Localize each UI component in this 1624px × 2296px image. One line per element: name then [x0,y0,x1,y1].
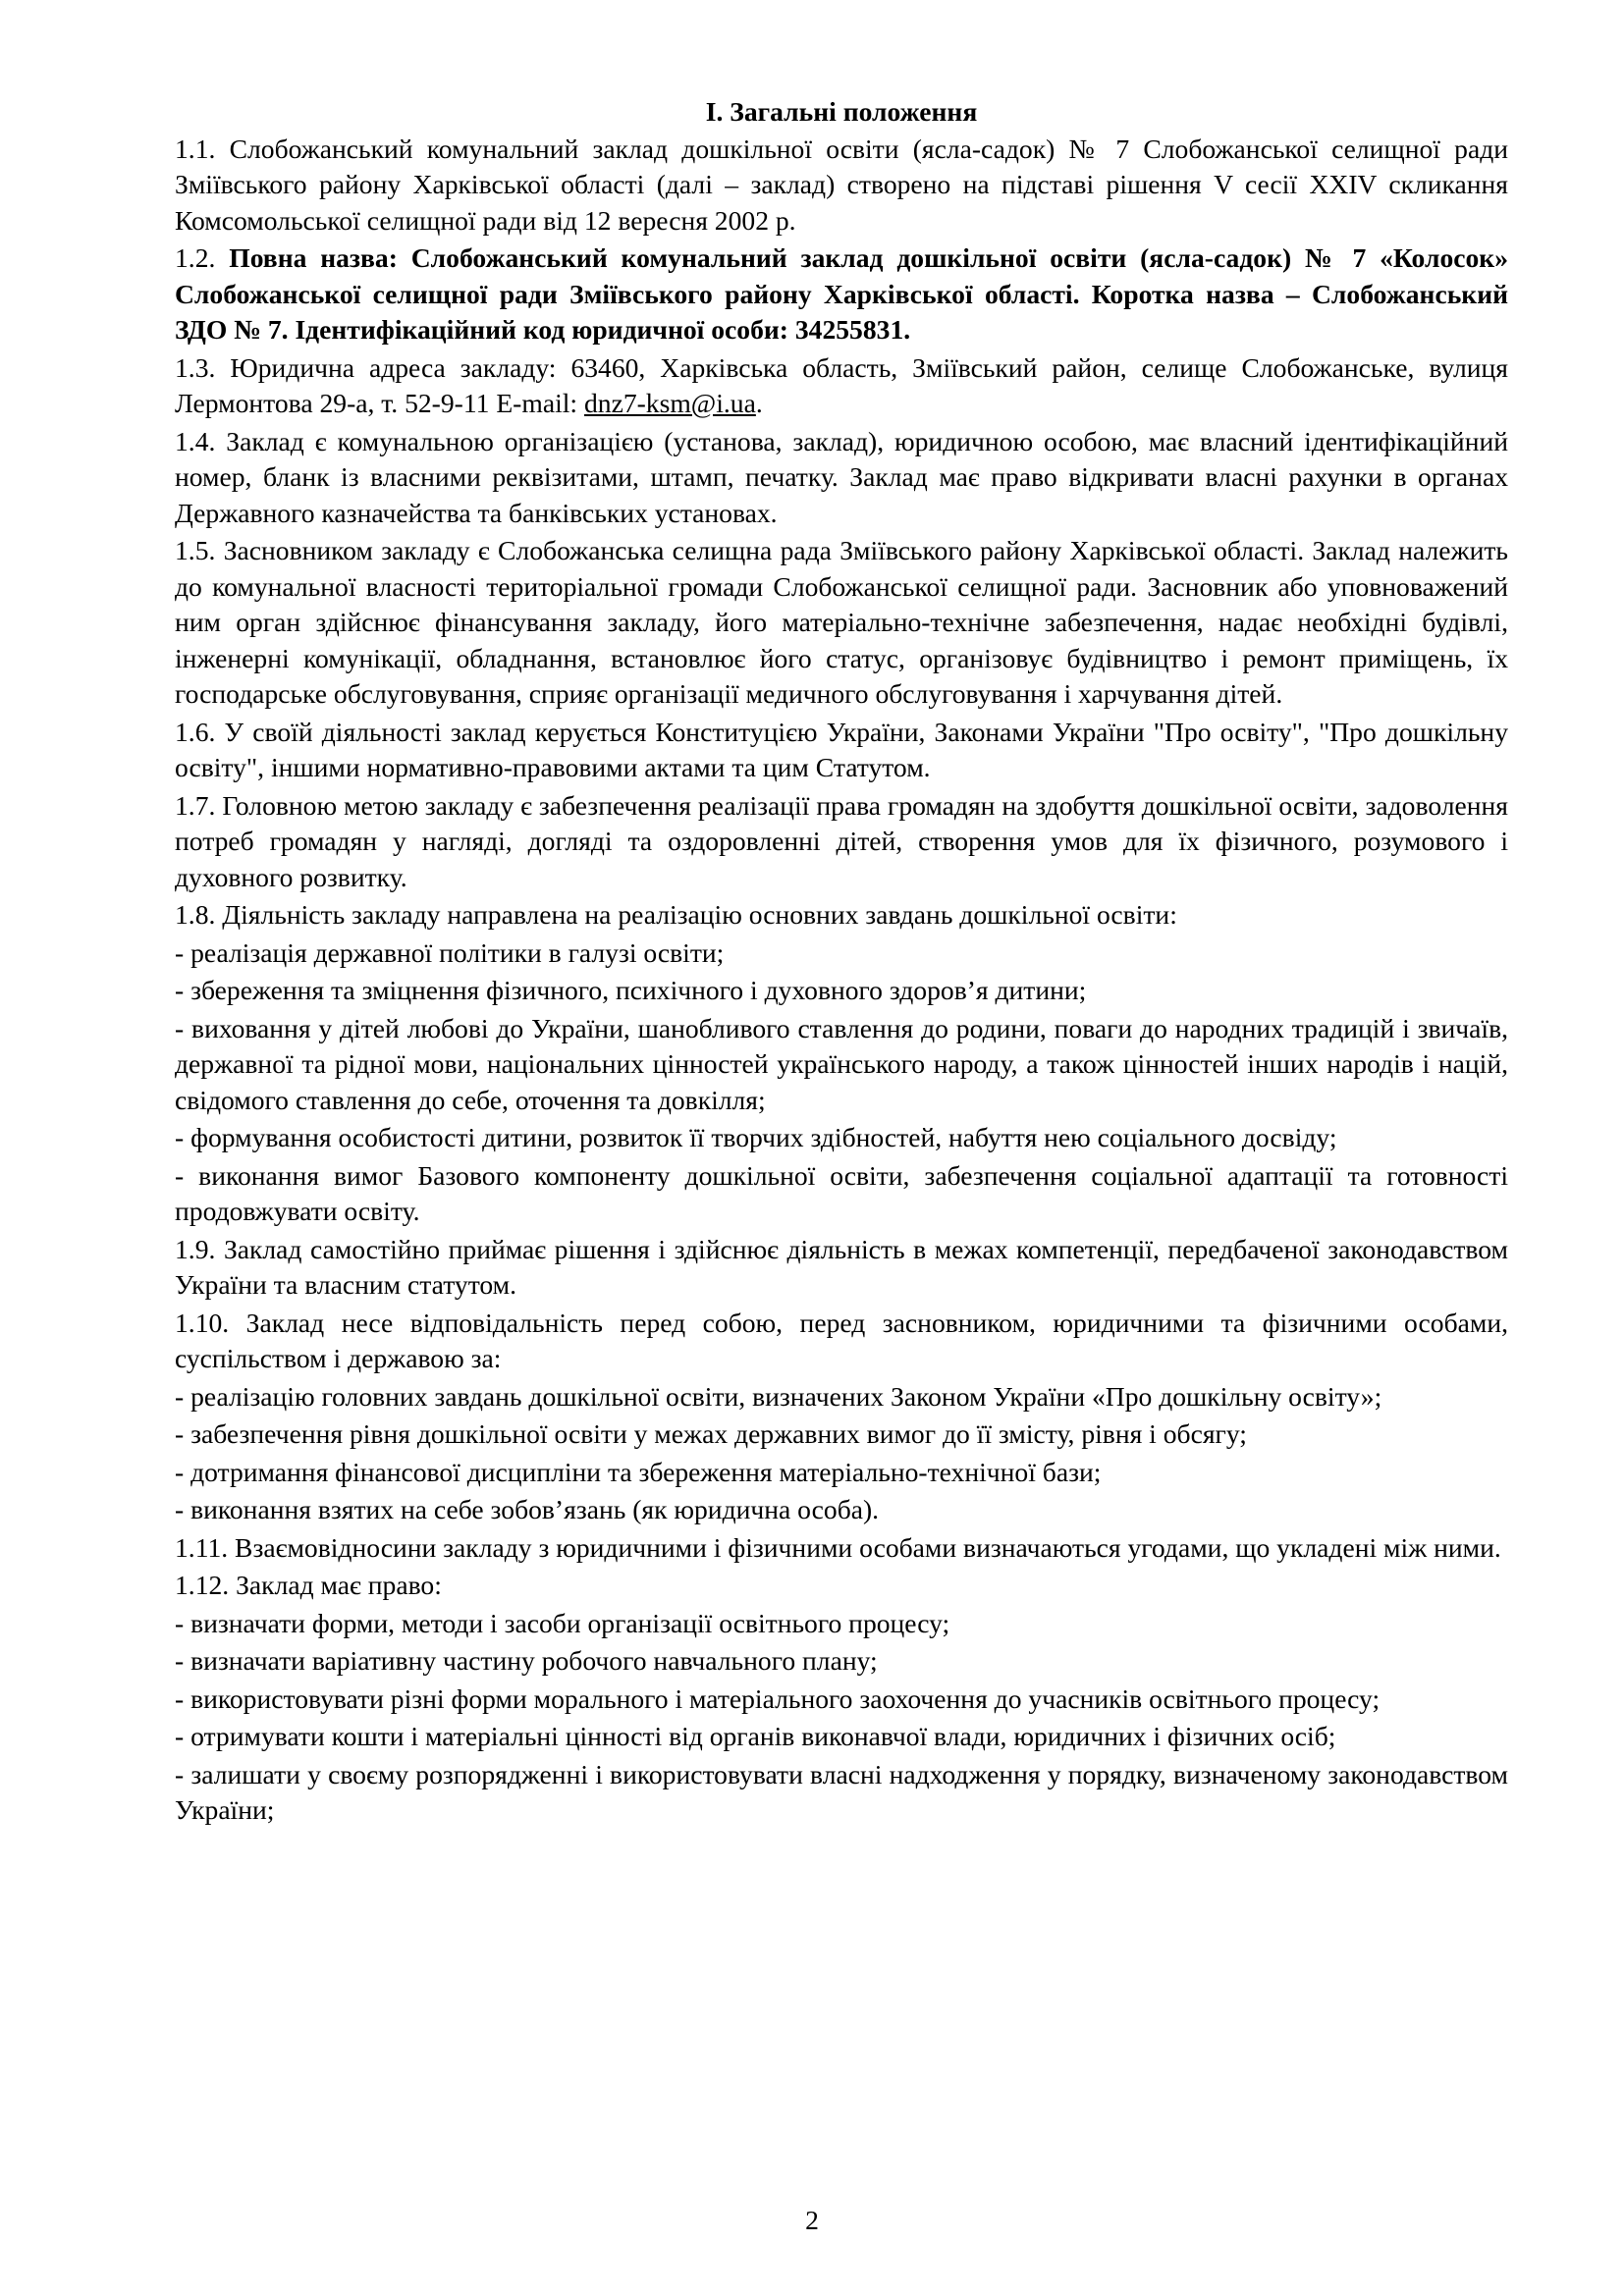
list-item-1-8-a: - реалізація державної політики в галузі освіти; [175,936,725,968]
paragraph-1-3-address: 1.3. Юридична адреса закладу: 63460, Харківська область, Зміївський район, селище Слобожанське, вулиця Лермонтова 29-а, т. 52-9-11 E-mail: [175,351,1508,418]
paragraph-1-3-end: . [755,388,763,418]
list-item-1-8-b: - збереження та зміцнення фізичного, психічного і духовного здоров’я дитини; [175,975,1087,1005]
paragraph-1-11: 1.11. Взаємовідносини закладу з юридичними і фізичними особами визначаються угодами, що укладені між ними. [175,1531,1501,1563]
list-item-1-12-e: - залишати у своєму розпорядженні і використовувати власні надходження у порядку, визначеному законодавством України; [175,1758,1508,1825]
list-item-1-12-d: - отримувати кошти і матеріальні цінності від органів виконавчої влади, юридичних і фізичних осіб; [175,1721,1336,1751]
paragraph-1-10: 1.10. Заклад несе відповідальність перед собою, перед засновником, юридичними та фізичними особами, суспільством і державою за: [175,1307,1508,1373]
paragraph-1-2-number: 1.2. [175,242,230,273]
paragraph-1-3 [175,350,1508,422]
paragraph-1-9: 1.9. Заклад самостійно приймає рішення і здійснює діяльність в межах компетенції, передбаченої законодавством України та власним статутом. [175,1233,1508,1300]
document-page [175,94,1508,1831]
paragraph-1-5: 1.5. Засновником закладу є Слобожанська селищна рада Зміївського району Харківської області. Заклад належить до комунальної власності територіальної громади Слобожанської селищної ради. Засновник або уповноважений ним орган здійснює фінансування закладу, його матеріально-технічне забезпечення, надає необхідні будівлі, інженерні комунікації, обладнання, встановлює його статус, організовує будівництво і ремонт приміщень, їх господарське обслуговування, сприяє організації медичного обслуговування і харчування дітей. [175,535,1508,709]
section-heading: І. Загальні положення [705,96,978,127]
list-item-1-10-c: - дотримання фінансової дисципліни та збереження матеріально-технічної бази; [175,1456,1102,1487]
page-number: 2 [805,2205,819,2235]
email-link[interactable]: dnz7-ksm@i.ua [583,388,756,418]
list-item-1-10-b: - забезпечення рівня дошкільної освіти у межах державних вимог до її змісту, рівня і обсягу; [175,1418,1247,1449]
list-item-1-8-c: - виховання у дітей любові до України, шанобливого ставлення до родини, поваги до народних традицій і звичаїв, державної та рідної мови, національних цінностей українського народу, а також цінностей інших народів і націй, свідомого ставлення до себе, оточення та довкілля; [175,1012,1508,1115]
paragraph-1-7: 1.7. Головною метою закладу є забезпечення реалізації права громадян на здобуття дошкільної освіти, задоволення потреб громадян у нагляді, догляді та оздоровленні дітей, створення умов для їх фізичного, розумового і духовного розвитку. [175,789,1508,892]
paragraph-1-8: 1.8. Діяльність закладу направлена на реалізацію основних завдань дошкільної освіти: [175,899,1177,930]
list-item-1-12-b: - визначати варіативну частину робочого навчального плану; [175,1645,878,1676]
paragraph-1-2 [175,240,1508,348]
paragraph-1-6: 1.6. У своїй діяльності заклад керується Конституцією України, Законами України "Про освіту", "Про дошкільну освіту", іншими нормативно-правовими актами та цим Статутом. [175,716,1508,782]
paragraph-1-4: 1.4. Заклад є комунальною організацією (установа, заклад), юридичною особою, має власний ідентифікаційний номер, бланк із власними реквізитами, штамп, печатку. Заклад має право відкривати власні рахунки в органах Державного казначейства та банківських установах. [175,425,1508,528]
list-item-1-8-e: - виконання вимог Базового компоненту дошкільної освіти, забезпечення соціальної адаптації та готовності продовжувати освіту. [175,1159,1508,1226]
paragraph-1-1: 1.1. Слобожанський комунальний заклад дошкільної освіти (ясла-садок) № 7 Слобожанської селищної ради Зміївського району Харківської області (далі – заклад) створено на підставі рішення V сесії XXIV скликання Комсомольської селищної ради від 12 вересня 2002 р. [175,133,1508,236]
list-item-1-8-d: - формування особистості дитини, розвиток її творчих здібностей, набуття нею соціального досвіду; [175,1122,1337,1152]
list-item-1-12-a: - визначати форми, методи і засоби організації освітнього процесу; [175,1607,950,1638]
list-item-1-10-a: - реалізацію головних завдань дошкільної освіти, визначених Законом України «Про дошкільну освіту»; [175,1380,1382,1412]
list-item-1-10-d: - виконання взятих на себе зобов’язань (як юридична особа). [175,1494,880,1524]
paragraph-1-2-full-name: Повна назва: Слобожанський комунальний заклад дошкільної освіти (ясла-садок) № 7 «Колосок» Слобожанської селищної ради Зміївського району Харківської області. Коротка назва – Слобожанський ЗДО № 7. Ідентифікаційний код юридичної особи: 34255831. [175,242,1508,345]
list-item-1-12-c: - використовувати різні форми морального і матеріального заохочення до учасників освітнього процесу; [175,1682,1380,1714]
paragraph-1-12: 1.12. Заклад має право: [175,1570,442,1600]
